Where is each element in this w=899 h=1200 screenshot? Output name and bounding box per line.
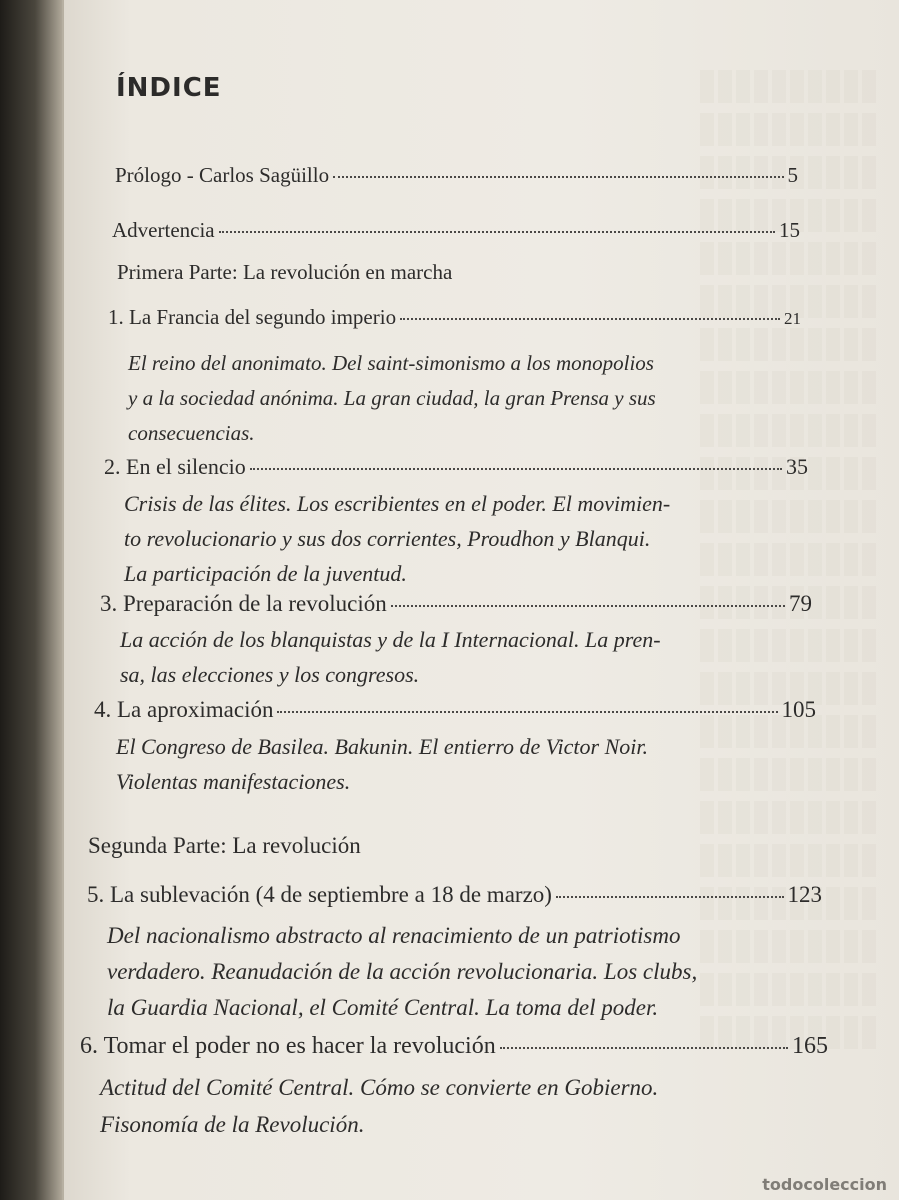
toc-chapter-2: [104, 454, 808, 480]
summary-line: sa, las elecciones y los congresos.: [120, 662, 420, 687]
summary-line: Del nacionalismo abstracto al renacimiento de un patriotismo: [107, 923, 681, 948]
toc-chapter-5: [87, 882, 822, 908]
dot-leader: [391, 604, 785, 607]
toc-entry-page: 79: [789, 591, 812, 616]
toc-entry-page: 21: [784, 309, 801, 328]
summary-line: verdadero. Reanudación de la acción revolucionaria. Los clubs,: [107, 959, 698, 984]
toc-entry-warning: [112, 218, 800, 243]
toc-chapter-3: [100, 591, 812, 617]
toc-chapter-1: [108, 305, 801, 330]
toc-entry-title: 4. La aproximación: [94, 697, 274, 722]
chapter-1-summary: [128, 346, 656, 451]
toc-entry-page: 105: [781, 697, 816, 722]
dot-leader: [400, 317, 780, 320]
summary-line: El Congreso de Basilea. Bakunin. El entierro de Victor Noir.: [116, 734, 649, 759]
summary-line: Violentas manifestaciones.: [116, 769, 351, 794]
toc-chapter-4: [94, 697, 816, 723]
chapter-6-summary: [100, 1069, 658, 1143]
toc-entry-title: 3. Preparación de la revolución: [100, 591, 387, 616]
chapter-2-summary: [124, 486, 670, 591]
toc-entry-title: Prólogo - Carlos Sagüillo: [115, 163, 330, 187]
summary-line: consecuencias.: [128, 421, 255, 445]
chapter-5-summary: [107, 918, 697, 1026]
summary-line: La acción de los blanquistas y de la I Internacional. La pren-: [120, 627, 661, 652]
toc-entry-title: 2. En el silencio: [104, 454, 246, 479]
dot-leader: [219, 230, 775, 233]
toc-entry-page: 165: [792, 1033, 828, 1059]
part-one-title: Primera Parte: La revolución en marcha: [117, 260, 453, 284]
summary-line: to revolucionario y sus dos corrientes, Proudhon y Blanqui.: [124, 526, 651, 551]
dot-leader: [250, 467, 782, 470]
summary-line: y a la sociedad anónima. La gran ciudad, la gran Prensa y sus: [128, 386, 656, 410]
toc-entry-title: 1. La Francia del segundo imperio: [108, 305, 397, 329]
dot-leader: [277, 710, 777, 713]
toc-entry-page: 5: [787, 163, 798, 187]
index-heading: ÍNDICE: [116, 73, 222, 103]
toc-entry-title: 6. Tomar el poder no es hacer la revolución: [80, 1033, 496, 1059]
summary-line: Crisis de las élites. Los escribientes en el poder. El movimien-: [124, 491, 671, 516]
dot-leader: [556, 895, 784, 898]
dot-leader: [500, 1046, 788, 1049]
summary-line: La participación de la juventud.: [124, 561, 407, 586]
toc-entry-title: Advertencia: [112, 218, 215, 242]
dot-leader: [333, 175, 783, 178]
part-two-title: Segunda Parte: La revolución: [88, 833, 361, 858]
summary-line: la Guardia Nacional, el Comité Central. La toma del poder.: [107, 995, 659, 1020]
watermark: todocoleccion: [762, 1175, 887, 1194]
toc-entry-page: 15: [779, 218, 800, 242]
toc-entry-page: 35: [786, 454, 808, 479]
toc-entry-prologue: [115, 163, 798, 188]
summary-line: Fisonomía de la Revolución.: [100, 1112, 365, 1137]
chapter-3-summary: [120, 622, 661, 692]
toc-chapter-6: [80, 1033, 828, 1060]
summary-line: El reino del anonimato. Del saint-simonismo a los monopolios: [128, 351, 654, 375]
toc-entry-title: 5. La sublevación (4 de septiembre a 18 de marzo): [87, 882, 552, 907]
chapter-4-summary: [116, 729, 648, 799]
summary-line: Actitud del Comité Central. Cómo se convierte en Gobierno.: [100, 1075, 659, 1100]
toc-entry-page: 123: [787, 882, 822, 907]
